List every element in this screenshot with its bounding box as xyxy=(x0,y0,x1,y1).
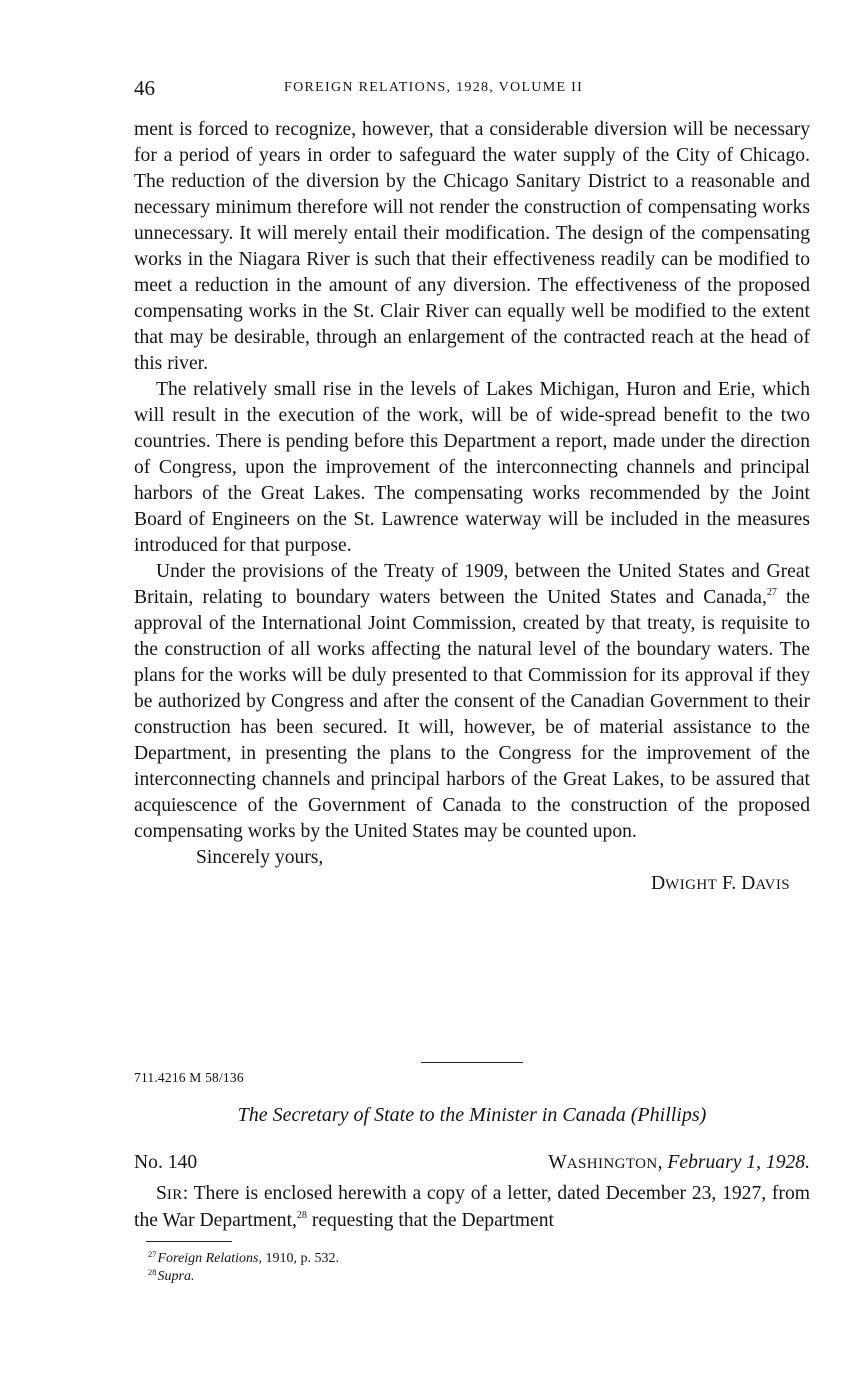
footnote-divider xyxy=(146,1241,232,1242)
signature-first-rest: WIGHT xyxy=(665,877,718,893)
footnote-ref-28[interactable]: 28 xyxy=(296,1210,307,1221)
signature xyxy=(134,871,810,898)
place-rest: ASHINGTON xyxy=(566,1156,658,1172)
footnote-mark: 27 xyxy=(148,1249,157,1259)
paragraph-2: The relatively small rise in the levels of Lakes Michigan, Huron and Erie, which will result in the execution of the work, will be of wide-spread benefit to the two countries. There is pending before this Department a report, made under the direction of Congress, upon the improvement of the interconnecting channels and principal harbors of the Great Lakes. The compensating works recommended by the Joint Board of Engineers on the St. Lawrence waterway will be included in the measures introduced for that purpose. xyxy=(134,379,810,556)
document-heading-name: Phillips xyxy=(637,1104,700,1126)
document-place-date: WASHINGTON, February 1, 1928. xyxy=(548,1152,810,1173)
footnote-27 xyxy=(148,1250,339,1268)
footnote-ref-27[interactable]: 27 xyxy=(766,587,777,598)
footnotes xyxy=(148,1250,339,1286)
file-number: 711.4216 M 58/136 xyxy=(134,1070,244,1085)
footnote-28 xyxy=(148,1268,339,1286)
footnote-title: Supra. xyxy=(157,1269,195,1284)
signature-middle: F. xyxy=(717,873,742,894)
document-heading-prefix: The Secretary of State to the Minister in Canada ( xyxy=(237,1104,638,1126)
document-heading xyxy=(134,1104,810,1127)
letter-text-start: : There is enclosed herewith a copy of a letter, dated December 23, 1927, from the War Department, xyxy=(134,1183,810,1231)
letter-text xyxy=(134,1181,810,1234)
document-date: February 1, 1928. xyxy=(667,1152,810,1173)
salutation-rest: IR xyxy=(166,1187,183,1203)
salutation-initial: S xyxy=(156,1183,167,1204)
signature-first-initial: D xyxy=(651,873,666,894)
footnote-title: Foreign Relations, xyxy=(157,1251,262,1266)
signature-last-initial: D xyxy=(741,873,756,894)
page-number: 46 xyxy=(134,76,155,100)
paragraph-3 xyxy=(134,559,810,845)
paragraph-1: ment is forced to recognize, however, that a considerable diversion will be necessary for a period of years in order to safeguard the water supply of the City of Chicago. The reduction of the diversion by the Chicago Sanitary District to a reasonable and necessary minimum therefore will not render the construction of compensating works unnecessary. It will merely entail their modification. The design of the compensating works in the Niagara River is such that their effectiveness readily can be modified to meet a reduction in the amount of any diversion. The effectiveness of the proposed compensating works in the St. Clair River can equally well be modified to the extent that may be desirable, through an enlargement of the contracted reach at the head of this river. xyxy=(134,119,810,374)
running-head xyxy=(134,76,810,100)
document-number: No. 140 xyxy=(134,1152,198,1173)
footnote-mark: 28 xyxy=(148,1267,157,1277)
section-divider xyxy=(421,1062,523,1063)
signature-last-rest: AVIS xyxy=(755,877,790,893)
paragraph-3-text-start: Under the provisions of the Treaty of 1909, between the United States and Great Britain, relating to boundary waters between the United States and Canada, xyxy=(134,561,810,608)
footnote-text: 1910, p. 532. xyxy=(261,1251,339,1266)
body-text xyxy=(134,117,810,898)
document-heading-suffix: ) xyxy=(699,1104,707,1126)
paragraph-3-text-end: the approval of the International Joint Commission, created by that treaty, is requisite to the construction of all works affecting the natural level of the boundary waters. The plans for the works will be duly presented to that Commission for its approval if they be authorized by Congress and after the consent of the Canadian Government to their construction has been secured. It will, however, be of material assistance to the Department, in presenting the plans to the Congress for the improvement of the interconnecting channels and principal harbors of the Great Lakes, to be assured that acquiescence of the Government of Canada to the construction of the proposed compensating works by the United States may be counted upon. xyxy=(134,587,810,842)
header-title: FOREIGN RELATIONS, 1928, VOLUME II xyxy=(284,80,584,95)
place-initial: W xyxy=(548,1152,567,1173)
letter-text-end: requesting that the Department xyxy=(306,1210,554,1231)
complimentary-close: Sincerely yours, xyxy=(196,847,324,868)
